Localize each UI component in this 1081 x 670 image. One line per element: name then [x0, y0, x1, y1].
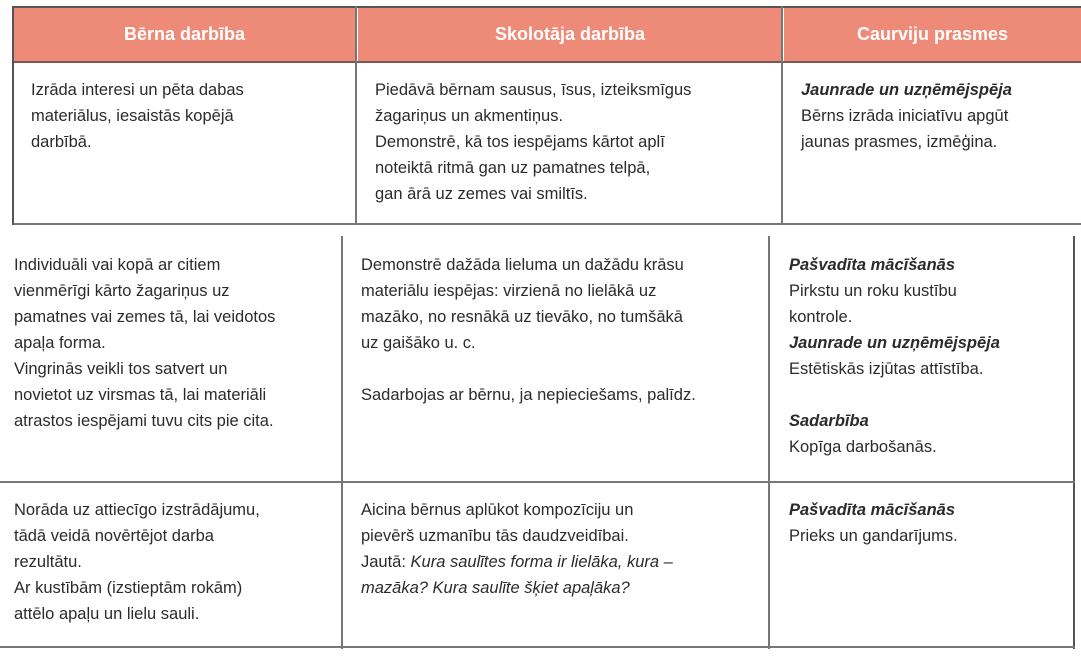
row-border [0, 481, 1075, 483]
text-line: Kopīga darbošanās. [789, 438, 937, 456]
text-line: Ar kustībām (izstieptām rokām) [14, 579, 243, 597]
text-line: uz gaišāko u. c. [361, 334, 476, 352]
text-line: Pirkstu un roku kustību [789, 282, 957, 300]
table-row-2-child [14, 252, 334, 434]
text-line [361, 497, 766, 523]
text-line: Estētiskās izjūtas attīstība. [789, 360, 984, 378]
header-label: Caurviju prasmes [856, 24, 1009, 44]
text-line: attēlo apaļu un lielu sauli. [14, 605, 200, 623]
text-plain: pievērš uzmanību tās daudzveidībai. [361, 527, 629, 545]
question-text: mazāka? Kura saulīte šķiet apaļāka? [361, 579, 630, 597]
text-line: Vingrinās veikli tos satvert un [14, 360, 228, 378]
table-row-1-child [31, 77, 341, 155]
text-line: Piedāvā bērnam sausus, īsus, izteiksmīgus [375, 81, 692, 99]
text-line: Norāda uz attiecīgo izstrādājumu, [14, 501, 260, 519]
table-row-3-child [14, 497, 334, 627]
table-row-3-teacher [361, 497, 766, 601]
skill-title: Jaunrade un uzņēmējspēja [801, 81, 1012, 99]
text-line: pamatnes vai zemes tā, lai veidotos [14, 308, 276, 326]
row-border-bottom [12, 223, 1081, 225]
text-line [361, 575, 766, 601]
text-line: Demonstrē dažāda lieluma un dažādu krāsu [361, 256, 684, 274]
header-label: Skolotāja darbība [494, 24, 646, 44]
skill-title: Pašvadīta mācīšanās [789, 256, 956, 274]
text-plain: Jautā: [361, 553, 411, 571]
text-line: materiālus, iesaistās kopējā [31, 107, 234, 125]
text-line [361, 549, 766, 575]
text-line: Izrāda interesi un pēta dabas [31, 81, 244, 99]
text-line: tādā veidā novērtējot darba [14, 527, 214, 545]
text-line: Sadarbojas ar bērnu, ja nepieciešams, palīdz. [361, 386, 696, 404]
text-line: Individuāli vai kopā ar citiem [14, 256, 221, 274]
text-line: darbībā. [31, 133, 92, 151]
text-line: jaunas prasmes, izmēģina. [801, 133, 998, 151]
text-line: rezultātu. [14, 553, 82, 571]
table-border-left [12, 6, 14, 225]
text-plain: Aicina bērnus aplūkot kompozīciju un [361, 501, 634, 519]
text-line: kontrole. [789, 308, 853, 326]
skill-title: Sadarbība [789, 412, 869, 430]
header-cross-skills [784, 7, 1081, 62]
text-line: atrastos iespējami tuvu cits pie cita. [14, 412, 274, 430]
text-line: Demonstrē, kā tos iespējams kārtot aplī [375, 133, 665, 151]
text-line: apaļa forma. [14, 334, 106, 352]
header-border-bottom [12, 61, 1081, 63]
table-row-3-skills [789, 497, 1069, 549]
table-border-bottom [0, 646, 1075, 648]
header-child-activity [13, 7, 356, 62]
question-text: Kura saulītes forma ir lielāka, kura – [410, 553, 673, 571]
table-border-top [12, 6, 1081, 8]
text-line: gan ārā uz zemes vai smiltīs. [375, 185, 588, 203]
header-teacher-activity [358, 7, 782, 62]
text-line: mazāko, no resnākā uz tievāko, no tumšākā [361, 308, 683, 326]
skill-title: Jaunrade un uzņēmējspēja [789, 334, 1000, 352]
table-row-2-skills [789, 252, 1069, 460]
text-line: noteiktā ritmā gan uz pamatnes telpā, [375, 159, 651, 177]
header-label: Bērna darbība [123, 24, 246, 44]
text-line: žagariņus un akmentiņus. [375, 107, 564, 125]
table-row-1-teacher [375, 77, 775, 207]
text-line: vienmērīgi kārto žagariņus uz [14, 282, 230, 300]
spacer [789, 382, 1069, 408]
text-line: Bērns izrāda iniciatīvu apgūt [801, 107, 1009, 125]
text-line: Prieks un gandarījums. [789, 527, 958, 545]
column-divider [768, 236, 770, 649]
column-divider [341, 236, 343, 649]
text-line: materiālu iespējas: virzienā no lielākā uz [361, 282, 657, 300]
spacer [361, 356, 766, 382]
text-line [361, 523, 766, 549]
table-border-right [1073, 236, 1075, 649]
column-divider [781, 6, 783, 225]
table-row-1-skills [801, 77, 1081, 155]
text-line: novietot uz virsmas tā, lai materiāli [14, 386, 267, 404]
skill-title: Pašvadīta mācīšanās [789, 501, 956, 519]
table-row-2-teacher [361, 252, 766, 408]
column-divider [355, 6, 357, 225]
